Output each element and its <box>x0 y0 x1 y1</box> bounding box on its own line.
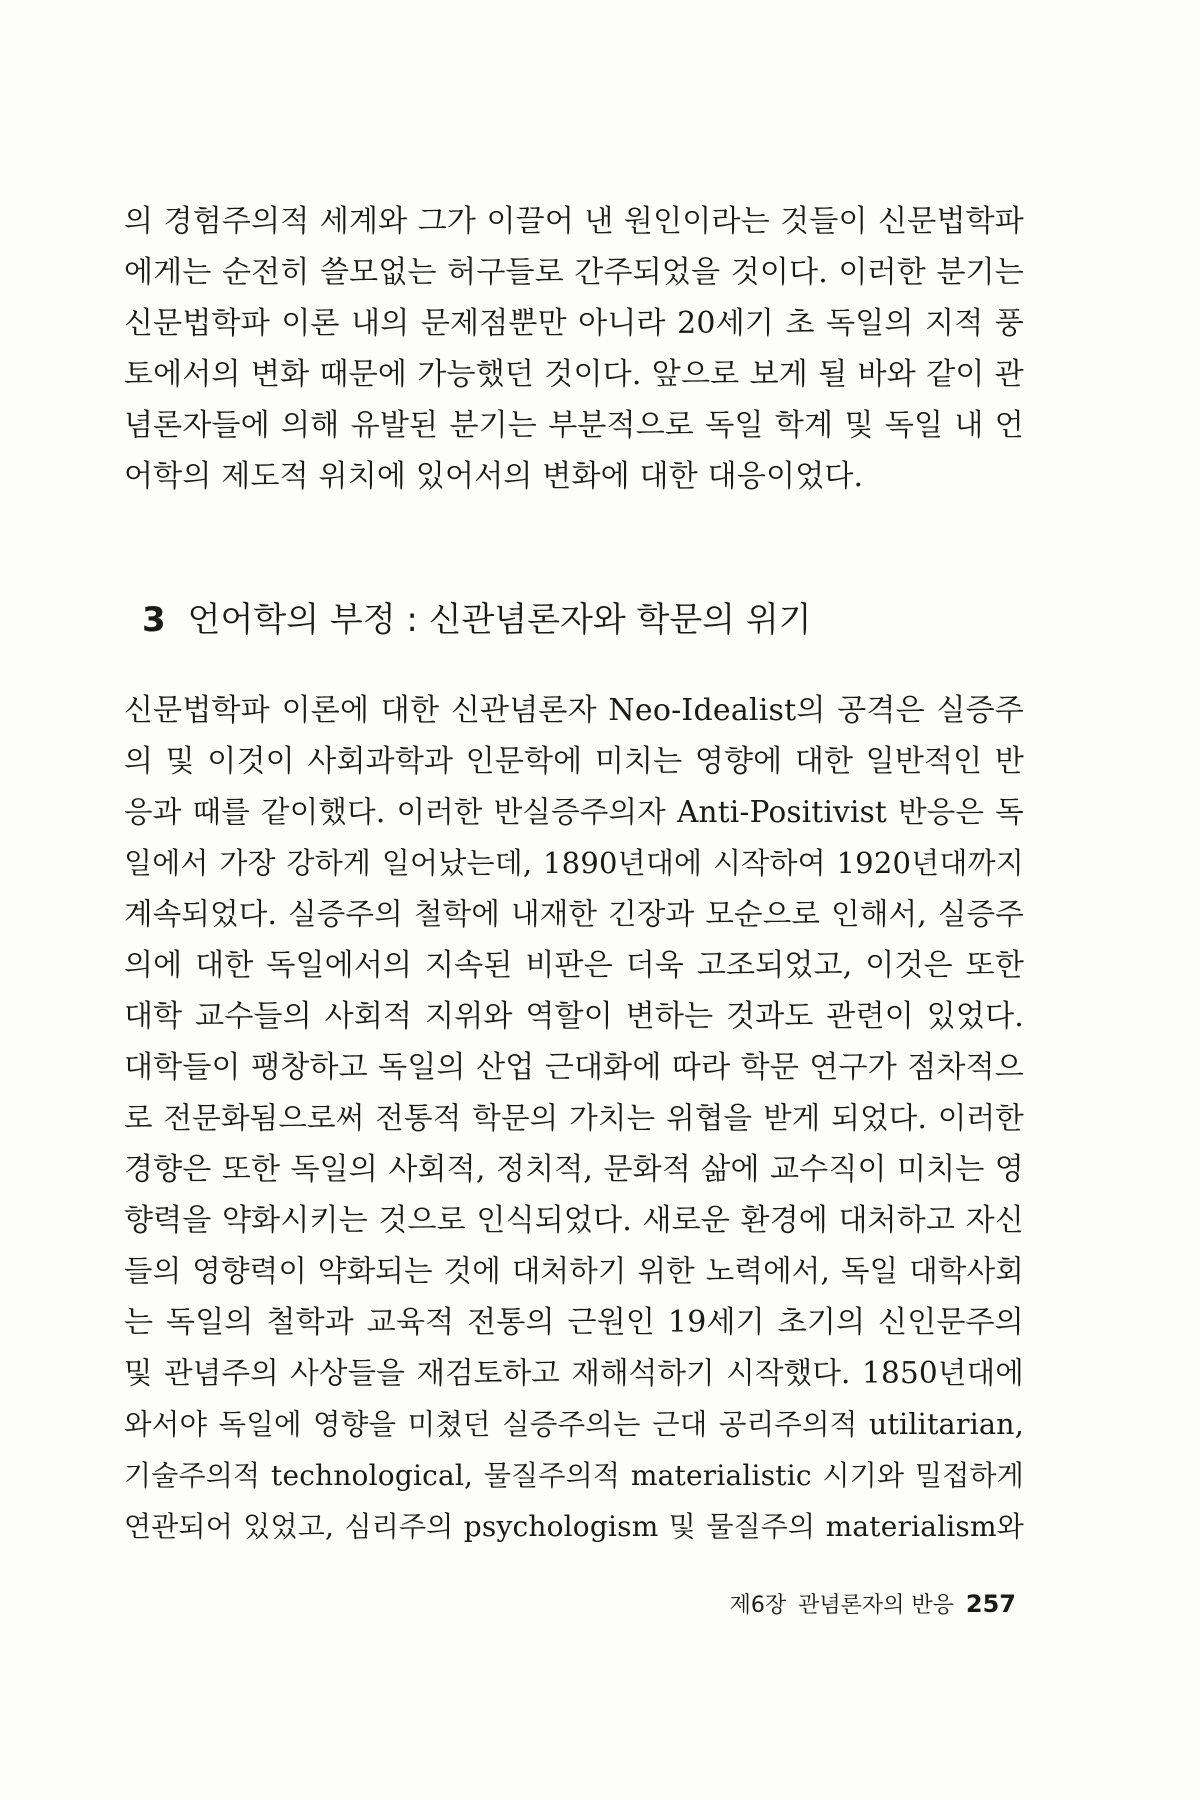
text-line: 응과 때를 같이했다. 이러한 반실증주의자 Anti-Positivist 반응은 독 <box>124 795 1024 829</box>
text-line: 기술주의적 technological, 물질주의적 materialistic 시기와 밀접하게 <box>124 1459 1024 1492</box>
text-line: 연관되어 있었고, 심리주의 psychologism 및 물질주의 materialism와 <box>124 1510 1024 1543</box>
text-line: 의에 대한 독일에서의 지속된 비판은 더욱 고조되었고, 이것은 또한 <box>124 948 1024 983</box>
paragraph-1 <box>124 196 1024 502</box>
section-heading <box>142 598 812 642</box>
text-line: 어학의 제도적 위치에 있어서의 변화에 대한 대응이었다. <box>124 459 864 494</box>
text-line: 일에서 가장 강하게 일어났는데, 1890년대에 시작하여 1920년대까지 <box>124 846 1024 880</box>
text-line: 향력을 약화시키는 것으로 인식되었다. 새로운 환경에 대처하고 자신 <box>124 1203 1024 1238</box>
section-title: 언어학의 부정 : 신관념론자와 학문의 위기 <box>187 600 812 640</box>
text-line: 는 독일의 철학과 교육적 전통의 근원인 19세기 초기의 신인문주의 <box>124 1305 1024 1340</box>
text-line: 의 및 이것이 사회과학과 인문학에 미치는 영향에 대한 일반적인 반 <box>124 744 1024 779</box>
section-number: 3 <box>142 600 166 640</box>
text-line: 신문법학파 이론 내의 문제점뿐만 아니라 20세기 초 독일의 지적 풍 <box>124 306 1024 341</box>
text-line: 로 전문화됨으로써 전통적 학문의 가치는 위협을 받게 되었다. 이러한 <box>124 1101 1024 1135</box>
text-line: 와서야 독일에 영향을 미쳤던 실증주의는 근대 공리주의적 utilitarian, <box>124 1408 1024 1441</box>
text-line: 에게는 순전히 쓸모없는 허구들로 간주되었을 것이다. 이러한 분기는 <box>124 255 1024 290</box>
running-title: 관념론자의 반응 <box>798 1593 954 1618</box>
chapter-label: 제6장 <box>729 1593 787 1618</box>
text-line: 토에서의 변화 때문에 가능했던 것이다. 앞으로 보게 될 바와 같이 관 <box>124 357 1024 392</box>
paragraph-2 <box>124 685 1024 1552</box>
page-footer <box>730 1588 1016 1619</box>
page-number: 257 <box>965 1590 1016 1618</box>
text-line: 대학 교수들의 사회적 지위와 역할이 변하는 것과도 관련이 있었다. <box>124 999 1024 1034</box>
text-line: 경향은 또한 독일의 사회적, 정치적, 문화적 삶에 교수직이 미치는 영 <box>124 1152 1024 1187</box>
text-line: 의 경험주의적 세계와 그가 이끌어 낸 원인이라는 것들이 신문법학파 <box>124 204 1024 239</box>
text-line: 계속되었다. 실증주의 철학에 내재한 긴장과 모순으로 인해서, 실증주 <box>124 897 1024 931</box>
text-line: 신문법학파 이론에 대한 신관념론자 Neo-Idealist의 공격은 실증주 <box>124 693 1024 728</box>
text-line: 및 관념주의 사상들을 재검토하고 재해석하기 시작했다. 1850년대에 <box>124 1356 1024 1390</box>
text-line: 대학들이 팽창하고 독일의 산업 근대화에 따라 학문 연구가 점차적으 <box>124 1050 1024 1085</box>
text-line: 념론자들에 의해 유발된 분기는 부분적으로 독일 학계 및 독일 내 언 <box>124 408 1024 443</box>
text-line: 들의 영향력이 약화되는 것에 대처하기 위한 노력에서, 독일 대학사회 <box>124 1254 1024 1288</box>
